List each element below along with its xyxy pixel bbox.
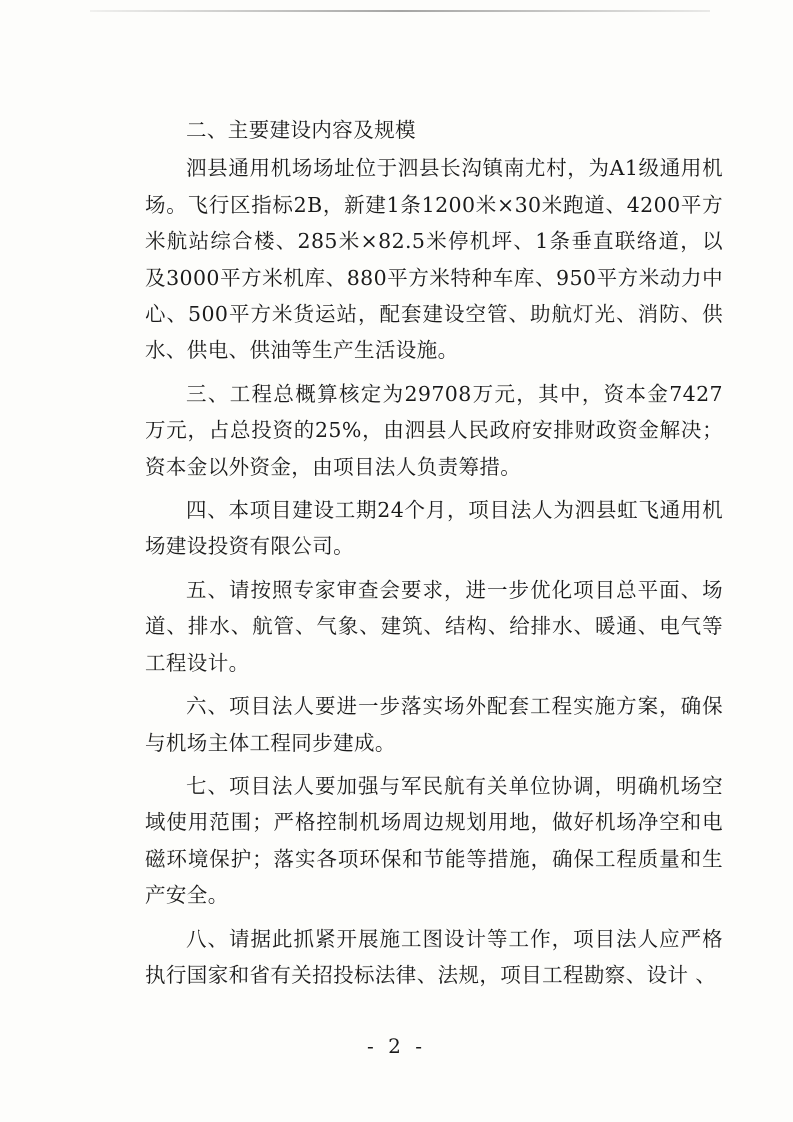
paragraph-supporting-works: 六、项目法人要进一步落实场外配套工程实施方案，确保与机场主体工程同步建成。	[145, 694, 723, 755]
paragraph-schedule: 四、本项目建设工期24个月，项目法人为泗县虹飞通用机场建设投资有限公司。	[145, 498, 723, 559]
paragraph-construction-drawings: 八、请据此抓紧开展施工图设计等工作，项目法人应严格执行国家和省有关招投标法律、法规，项目工程勘察、设计 、	[145, 926, 723, 987]
page-number: - 2 -	[367, 1034, 426, 1058]
paragraph-design-optimization: 五、请按照专家审查会要求，进一步优化项目总平面、场道、排水、航管、气象、建筑、结构、给排水、暖通、电气等工程设计。	[145, 577, 723, 675]
scan-edge-line	[90, 10, 710, 12]
paragraph-coordination: 七、项目法人要加强与军民航有关单位协调，明确机场空域使用范围；严格控制机场周边规划用地，做好机场净空和电磁环境保护；落实各项环保和节能等措施，确保工程质量和生产安全。	[145, 773, 723, 908]
paragraph-site-description: 泗县通用机场场址位于泗县长沟镇南尤村，为A1级通用机场。飞行区指标2B，新建1条1200米×30米跑道、4200平方米航站综合楼、285米×82.5米停机坪、1条垂直联络道，以及3000平方米机库、880平方米特种车库、950平方米动力中心、500平方米货运站，配套建设空管、助航灯光、消防、供水、供电、供油等生产生活设施。	[145, 156, 723, 363]
paragraph-budget: 三、工程总概算核定为29708万元，其中，资本金7427万元，占总投资的25%，由泗县人民政府安排财政资金解决；资本金以外资金，由项目法人负责筹措。	[145, 381, 723, 479]
document-body	[145, 112, 723, 1000]
section-heading-2: 二、主要建设内容及规模	[186, 118, 416, 142]
